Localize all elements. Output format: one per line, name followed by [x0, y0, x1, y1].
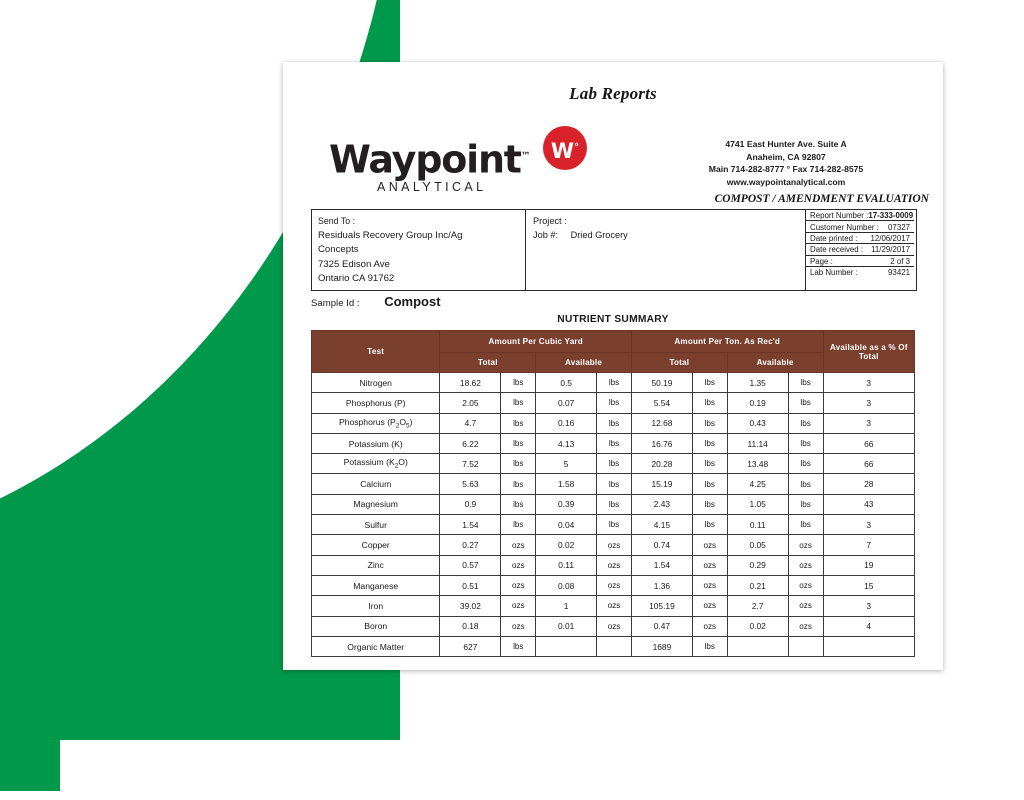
header-per-cubic-yard: Amount Per Cubic Yard: [440, 331, 632, 353]
cell-cy-total: 7.52: [440, 454, 501, 474]
cell-test-name: Copper: [312, 535, 440, 555]
meta-label-report-number: Report Number :: [810, 211, 869, 221]
cell-cy-total-unit: ozs: [501, 616, 536, 636]
cell-ton-available: 0.43: [727, 413, 788, 433]
cell-cy-available-unit: ozs: [597, 596, 632, 616]
table-row: [312, 393, 915, 413]
cell-ton-total: 1689: [631, 636, 692, 656]
cell-ton-total: 105.19: [631, 596, 692, 616]
cell-cy-available-unit: ozs: [597, 535, 632, 555]
meta-value-page: 2 of 3: [890, 256, 910, 266]
meta-label-date-received: Date received :: [810, 245, 864, 255]
cell-cy-available-unit: ozs: [597, 575, 632, 595]
cell-ton-available: 4.25: [727, 474, 788, 494]
cell-cy-available-unit: lbs: [597, 373, 632, 393]
nutrient-table-body: [312, 373, 915, 657]
cell-cy-available-unit: lbs: [597, 393, 632, 413]
cell-cy-total-unit: lbs: [501, 413, 536, 433]
cell-available-percent: 7: [823, 535, 915, 555]
table-row: [312, 454, 915, 474]
nutrient-summary-title: NUTRIENT SUMMARY: [557, 314, 669, 325]
cell-cy-available: 0.16: [536, 413, 597, 433]
cell-ton-total: 5.54: [631, 393, 692, 413]
cell-cy-available: 0.11: [536, 555, 597, 575]
cell-ton-total-unit: ozs: [692, 575, 727, 595]
table-row: [312, 474, 915, 494]
cell-available-percent: 66: [823, 454, 915, 474]
cell-available-percent: 3: [823, 413, 915, 433]
cell-cy-available-unit: lbs: [597, 413, 632, 433]
table-row: [312, 413, 915, 433]
send-to-label: Send To :: [318, 216, 356, 226]
logo-red-circle-icon: [543, 126, 587, 170]
cell-cy-total: 0.51: [440, 575, 501, 595]
meta-label-date-printed: Date printed :: [810, 233, 858, 243]
cell-cy-total-unit: lbs: [501, 373, 536, 393]
cell-ton-available-unit: lbs: [788, 433, 823, 453]
cell-ton-total-unit: lbs: [692, 636, 727, 656]
cell-test-name: Nitrogen: [312, 373, 440, 393]
cell-available-percent: 4: [823, 616, 915, 636]
cell-test-name: Boron: [312, 616, 440, 636]
cell-ton-available: 1.05: [727, 494, 788, 514]
cell-cy-available-unit: lbs: [597, 433, 632, 453]
cell-ton-available-unit: lbs: [788, 454, 823, 474]
cell-ton-total-unit: ozs: [692, 555, 727, 575]
cell-ton-total: 1.36: [631, 575, 692, 595]
cell-available-percent: 3: [823, 373, 915, 393]
cell-cy-total: 5.63: [440, 474, 501, 494]
cell-ton-available-unit: [788, 636, 823, 656]
address-line-3: Main 714-282-8777 ° Fax 714-282-8575: [708, 164, 864, 174]
cell-cy-available: 1.58: [536, 474, 597, 494]
cell-cy-available-unit: [597, 636, 632, 656]
table-row: [312, 515, 915, 535]
table-row: [312, 373, 915, 393]
cell-test-name: Sulfur: [312, 515, 440, 535]
cell-ton-available-unit: ozs: [788, 535, 823, 555]
cell-test-name: Calcium: [312, 474, 440, 494]
report-heading: COMPOST / AMENDMENT EVALUATION: [714, 193, 929, 205]
cell-test-name: Phosphorus $(P_2O_5)$: [312, 413, 440, 433]
cell-ton-total: 2.43: [631, 494, 692, 514]
cell-cy-total: 627: [440, 636, 501, 656]
sample-id-value: Compost: [384, 294, 441, 309]
cell-test-name: Potassium (K): [312, 433, 440, 453]
table-row: [312, 555, 915, 575]
table-group-header-row: [312, 331, 915, 353]
cell-cy-total: 4.7: [440, 413, 501, 433]
cell-ton-available-unit: ozs: [788, 616, 823, 636]
cell-ton-available: 11.14: [727, 433, 788, 453]
page-title: Lab Reports: [569, 84, 657, 103]
header-cy-available: Available: [536, 353, 632, 373]
cell-ton-total: 20.28: [631, 454, 692, 474]
send-to-line-2: Concepts: [318, 244, 359, 255]
logo-wordmark-text: Waypoint: [329, 137, 521, 182]
cell-available-percent: 66: [823, 433, 915, 453]
green-curve-cutout-bottom: [60, 740, 400, 800]
cell-ton-available: 13.48: [727, 454, 788, 474]
address-line-2: Anaheim, CA 92807: [746, 151, 826, 162]
cell-cy-available-unit: lbs: [597, 454, 632, 474]
meta-row-report-number: [806, 210, 914, 221]
cell-cy-total: 18.62: [440, 373, 501, 393]
cell-cy-total-unit: ozs: [501, 575, 536, 595]
cell-cy-total: 0.18: [440, 616, 501, 636]
table-row: [312, 494, 915, 514]
cell-available-percent: 28: [823, 474, 915, 494]
logo-trademark: ™: [520, 151, 530, 162]
cell-ton-available: 0.21: [727, 575, 788, 595]
cell-ton-available: 0.29: [727, 555, 788, 575]
cell-ton-available: 0.19: [727, 393, 788, 413]
address-line-4: www.waypointanalytical.com: [726, 176, 846, 187]
table-row: [312, 433, 915, 453]
cell-available-percent: 3: [823, 596, 915, 616]
cell-test-name: Manganese: [312, 575, 440, 595]
sample-id-label: Sample Id :: [311, 298, 360, 309]
cell-ton-total: 0.74: [631, 535, 692, 555]
cell-available-percent: 3: [823, 515, 915, 535]
job-value: Dried Grocery: [570, 230, 628, 240]
cell-cy-available-unit: ozs: [597, 616, 632, 636]
cell-cy-available: 0.01: [536, 616, 597, 636]
cell-ton-available-unit: lbs: [788, 373, 823, 393]
project-label: Project :: [533, 216, 567, 226]
cell-cy-total-unit: lbs: [501, 494, 536, 514]
header-available-percent: Available as a % Of Total: [823, 331, 915, 373]
sample-id-row: [311, 294, 441, 309]
cell-ton-total-unit: lbs: [692, 474, 727, 494]
cell-cy-available-unit: lbs: [597, 515, 632, 535]
cell-test-name: Potassium $(K_2O)$: [312, 454, 440, 474]
cell-cy-total-unit: lbs: [501, 393, 536, 413]
cell-test-name: Phosphorus (P): [312, 393, 440, 413]
nutrient-summary-table: [311, 330, 915, 657]
cell-cy-total: 6.22: [440, 433, 501, 453]
cell-ton-available: 0.02: [727, 616, 788, 636]
cell-ton-total-unit: ozs: [692, 535, 727, 555]
cell-cy-total: 0.57: [440, 555, 501, 575]
cell-ton-total: 1.54: [631, 555, 692, 575]
cell-ton-available: 2.7: [727, 596, 788, 616]
job-row: [533, 228, 798, 242]
report-header-boxes: [311, 209, 917, 291]
address-line-1: 4741 East Hunter Ave. Suite A: [725, 139, 847, 149]
meta-label-lab-number: Lab Number :: [810, 268, 858, 278]
cell-cy-total-unit: ozs: [501, 555, 536, 575]
cell-cy-available: 0.5: [536, 373, 597, 393]
cell-ton-total-unit: lbs: [692, 454, 727, 474]
logo-badge-superscript: °: [574, 142, 580, 153]
meta-value-report-number: 17-333-0009: [868, 211, 914, 221]
meta-row-customer-number: [806, 221, 914, 232]
cell-cy-available: 0.07: [536, 393, 597, 413]
cell-cy-available: 0.08: [536, 575, 597, 595]
cell-cy-available: 0.04: [536, 515, 597, 535]
cell-cy-total-unit: lbs: [501, 433, 536, 453]
cell-cy-total-unit: lbs: [501, 636, 536, 656]
cell-test-name: Zinc: [312, 555, 440, 575]
cell-cy-total-unit: ozs: [501, 535, 536, 555]
cell-cy-total: 0.27: [440, 535, 501, 555]
cell-available-percent: 15: [823, 575, 915, 595]
cell-ton-total: 16.76: [631, 433, 692, 453]
cell-ton-available: 1.35: [727, 373, 788, 393]
send-to-box: [312, 210, 526, 290]
meta-row-date-printed: [806, 233, 914, 244]
meta-value-customer-number: 07327: [888, 222, 910, 232]
cell-cy-total: 2.05: [440, 393, 501, 413]
cell-test-name: Organic Matter: [312, 636, 440, 656]
cell-cy-available: [536, 636, 597, 656]
cell-ton-total: 15.19: [631, 474, 692, 494]
cell-ton-available-unit: ozs: [788, 575, 823, 595]
cell-cy-available: 5: [536, 454, 597, 474]
cell-ton-available: [727, 636, 788, 656]
waypoint-logo: [329, 138, 599, 194]
cell-ton-total-unit: lbs: [692, 494, 727, 514]
cell-cy-available: 4.13: [536, 433, 597, 453]
cell-available-percent: 19: [823, 555, 915, 575]
cell-ton-total: 12.68: [631, 413, 692, 433]
logo-subtitle: ANALYTICAL: [377, 179, 487, 194]
cell-ton-available-unit: lbs: [788, 393, 823, 413]
cell-cy-total-unit: lbs: [501, 454, 536, 474]
cell-ton-total: 0.47: [631, 616, 692, 636]
cell-cy-available: 1: [536, 596, 597, 616]
cell-ton-available-unit: ozs: [788, 555, 823, 575]
cell-cy-total-unit: lbs: [501, 515, 536, 535]
logo-badge-letter: [543, 126, 587, 170]
cell-cy-available-unit: lbs: [597, 494, 632, 514]
cell-ton-total-unit: lbs: [692, 433, 727, 453]
logo-badge-letter-text: W: [550, 139, 575, 163]
send-to-line-4: Ontario CA 91762: [318, 273, 395, 284]
cell-available-percent: [823, 636, 915, 656]
cell-ton-total: 50.19: [631, 373, 692, 393]
cell-cy-available-unit: ozs: [597, 555, 632, 575]
cell-ton-total-unit: lbs: [692, 373, 727, 393]
meta-row-date-received: [806, 244, 914, 255]
meta-label-page: Page :: [810, 256, 833, 266]
cell-cy-total: 1.54: [440, 515, 501, 535]
meta-value-lab-number: 93421: [888, 268, 910, 278]
header-cy-total: Total: [440, 353, 536, 373]
cell-ton-available-unit: lbs: [788, 474, 823, 494]
cell-ton-total-unit: lbs: [692, 393, 727, 413]
cell-ton-available-unit: lbs: [788, 413, 823, 433]
send-to-line-3: 7325 Edison Ave: [318, 258, 390, 270]
table-row: [312, 616, 915, 636]
header-test: Test: [312, 331, 440, 373]
cell-ton-available-unit: ozs: [788, 596, 823, 616]
cell-ton-total-unit: lbs: [692, 515, 727, 535]
cell-cy-available-unit: lbs: [597, 474, 632, 494]
meta-value-date-printed: 12/06/2017: [870, 233, 910, 243]
cell-ton-total-unit: lbs: [692, 413, 727, 433]
report-meta-box: [806, 210, 914, 290]
cell-ton-available: 0.05: [727, 535, 788, 555]
table-row: [312, 575, 915, 595]
cell-ton-total-unit: ozs: [692, 596, 727, 616]
cell-ton-available-unit: lbs: [788, 494, 823, 514]
header-ton-total: Total: [631, 353, 727, 373]
cell-cy-total-unit: ozs: [501, 596, 536, 616]
header-per-ton: Amount Per Ton. As Rec'd: [631, 331, 823, 353]
cell-cy-available: 0.39: [536, 494, 597, 514]
meta-label-customer-number: Customer Number :: [810, 222, 879, 232]
cell-ton-total-unit: ozs: [692, 616, 727, 636]
table-row: [312, 535, 915, 555]
cell-available-percent: 43: [823, 494, 915, 514]
meta-row-lab-number: [806, 267, 914, 278]
company-address: [643, 138, 929, 188]
meta-value-date-received: 11/29/2017: [871, 245, 910, 255]
project-box: [526, 210, 806, 290]
cell-ton-available: 0.11: [727, 515, 788, 535]
lab-report-document: [283, 62, 943, 670]
table-row: [312, 636, 915, 656]
send-to-line-1: Residuals Recovery Group Inc/Ag: [318, 229, 463, 241]
cell-cy-available: 0.02: [536, 535, 597, 555]
cell-test-name: Magnesium: [312, 494, 440, 514]
job-label: Job #:: [533, 230, 559, 240]
cell-cy-total: 39.02: [440, 596, 501, 616]
table-row: [312, 596, 915, 616]
cell-test-name: Iron: [312, 596, 440, 616]
cell-cy-total-unit: lbs: [501, 474, 536, 494]
header-ton-available: Available: [727, 353, 823, 373]
cell-cy-total: 0.9: [440, 494, 501, 514]
meta-row-page: [806, 256, 914, 267]
cell-ton-available-unit: lbs: [788, 515, 823, 535]
cell-ton-total: 4.15: [631, 515, 692, 535]
cell-available-percent: 3: [823, 393, 915, 413]
